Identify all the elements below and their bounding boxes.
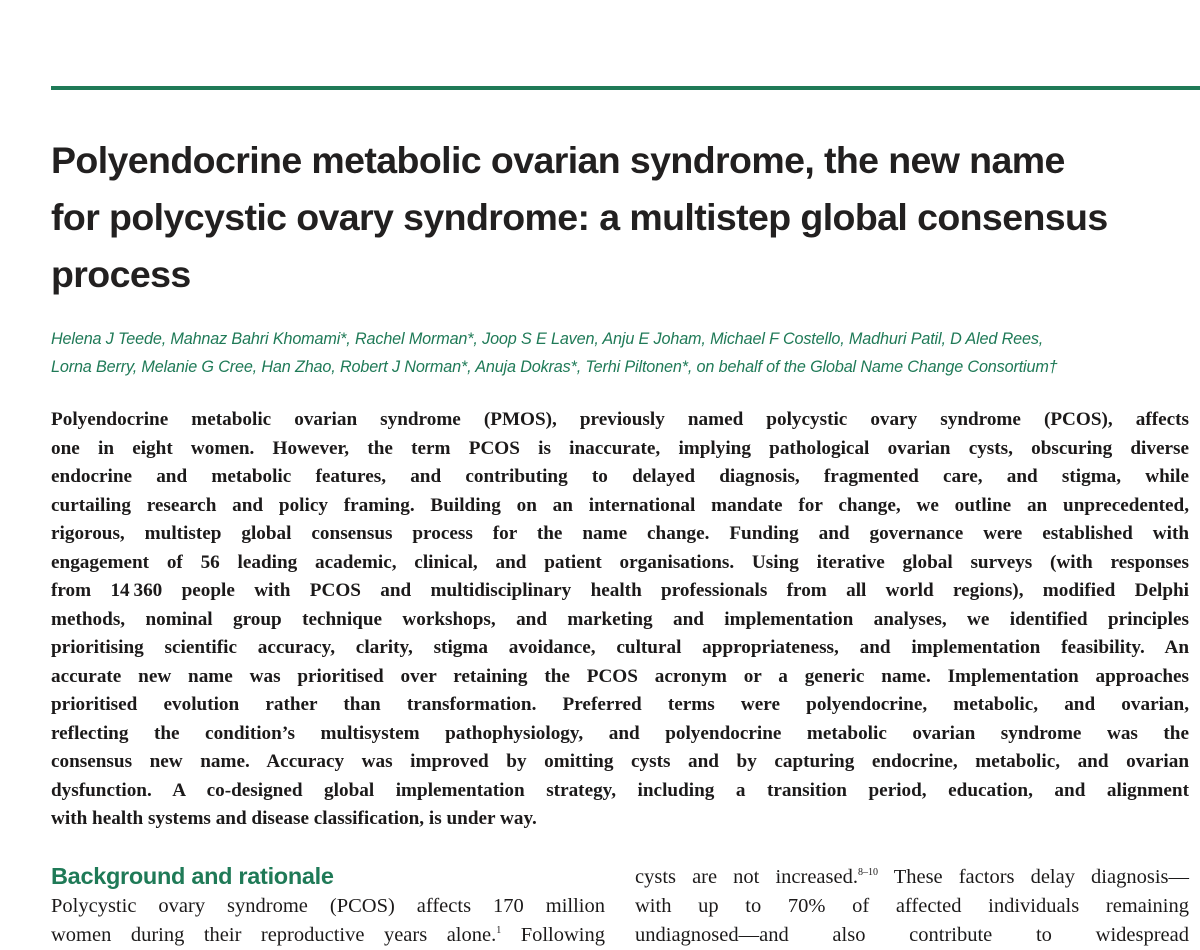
abstract-line: accurate new name was prioritised over retaining the PCOS acronym or a generic name. Implementation approaches (51, 665, 1189, 687)
citation-ref[interactable]: 8–10 (857, 867, 878, 878)
abstract-line: prioritised evolution rather than transformation. Preferred terms were polyendocrine, metabolic, and ovarian, (51, 694, 1189, 715)
body-line (51, 921, 605, 950)
title-line: for polycystic ovary syndrome: a multistep global consensus (51, 196, 1108, 238)
author-line: Helena J Teede, Mahnaz Bahri Khomami*, Rachel Morman*, Joop S E Laven, Anju E Joham, Michael F Costello, Madhuri Patil, D Aled Rees, (51, 330, 1044, 348)
abstract-line: engagement of 56 leading academic, clinical, and patient organisations. Using iterative global surveys (with responses (51, 551, 1189, 573)
abstract-line: prioritising scientific accuracy, clarity, stigma avoidance, cultural appropriateness, and implementation feasibility. An (51, 637, 1189, 658)
body-text: cysts are not increased. (635, 866, 858, 888)
title-line: process (51, 253, 191, 295)
body-line: Polycystic ovary syndrome (PCOS) affects 170 million (51, 895, 605, 917)
abstract-line: methods, nominal group technique workshops, and marketing and implementation analyses, we identified principles (51, 608, 1189, 630)
abstract-line: Polyendocrine metabolic ovarian syndrome (PMOS), previously named polycystic ovary syndrome (PCOS), affects (51, 409, 1189, 430)
abstract-line: consensus new name. Accuracy was improved by omitting cysts and by capturing endocrine, metabolic, and ovarian (51, 751, 1189, 772)
abstract-line: curtailing research and policy framing. Building on an international mandate for change, we outline an unprecedented, (51, 494, 1189, 516)
body-text: Following (501, 924, 605, 946)
section-heading: Background and rationale (51, 863, 334, 889)
citation-ref[interactable]: 1 (496, 925, 502, 936)
abstract-line: from 14 360 people with PCOS and multidisciplinary health professionals from all world regions), modified Delphi (51, 580, 1189, 601)
author-list (51, 325, 1200, 381)
abstract-line: with health systems and disease classification, is under way. (51, 808, 537, 829)
body-line: with up to 70% of affected individuals remaining (635, 895, 1189, 917)
body-line (635, 863, 1189, 892)
body-text: These factors delay diagnosis— (877, 866, 1189, 888)
author-line: Lorna Berry, Melanie G Cree, Han Zhao, Robert J Norman*, Anuja Dokras*, Terhi Piltonen*, on behalf of the Global Name Change Consortium† (51, 358, 1058, 376)
abstract-line: endocrine and metabolic features, and contributing to delayed diagnosis, fragmented care, and stigma, while (51, 466, 1189, 487)
body-line: undiagnosed—and also contribute to widespread (635, 924, 1189, 946)
body-column-right (635, 863, 1189, 950)
article-title (51, 132, 1200, 303)
abstract (51, 406, 1189, 834)
abstract-line: one in eight women. However, the term PCOS is inaccurate, implying pathological ovarian cysts, obscuring diverse (51, 437, 1189, 459)
body-column-left (51, 892, 605, 950)
body-text: women during their reproductive years alone. (51, 924, 497, 946)
abstract-line: dysfunction. A co-designed global implementation strategy, including a transition period, education, and alignment (51, 779, 1189, 801)
title-line: Polyendocrine metabolic ovarian syndrome, the new name (51, 139, 1065, 181)
header-rule (51, 86, 1200, 90)
abstract-line: reflecting the condition’s multisystem pathophysiology, and polyendocrine metabolic ovarian syndrome was the (51, 722, 1189, 744)
abstract-line: rigorous, multistep global consensus process for the name change. Funding and governance were established with (51, 523, 1189, 544)
